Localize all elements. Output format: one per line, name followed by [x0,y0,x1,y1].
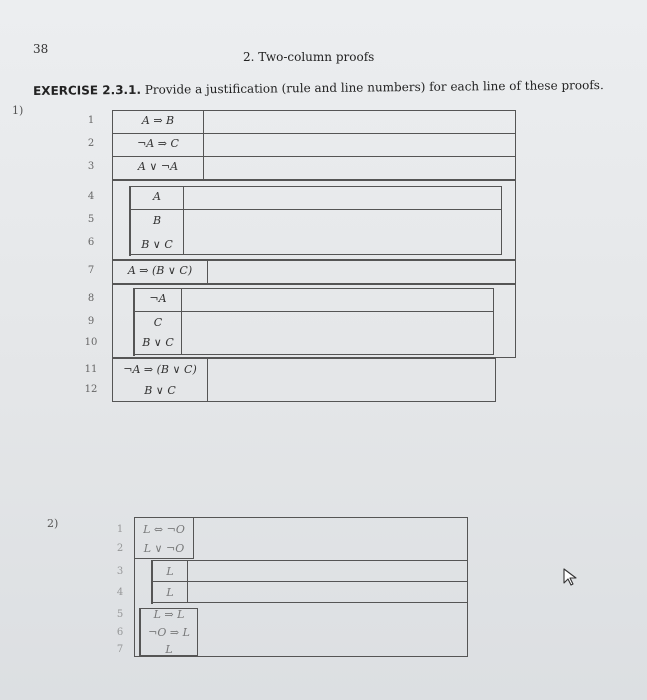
proof-label: 1) [12,104,24,117]
formula: L [166,565,174,578]
line-number: 2 [116,543,124,554]
line-number: 11 [84,364,98,375]
line-number: 6 [116,627,124,638]
formula: A ⇒ B [141,114,175,127]
assumption-row [130,186,502,210]
formula: B [152,214,162,227]
line-number: 7 [87,265,95,276]
formula: ¬O ⇒ L [148,626,190,639]
formula: L ⇒ L [153,608,185,621]
line-number: 9 [87,316,95,327]
scope-bar [129,186,131,256]
formula: A ⇒ (B ∨ C) [127,264,193,277]
mouse-pointer-icon [562,568,578,586]
assumption-row [134,288,494,312]
page-number: 38 [33,42,49,56]
exercise-label: EXERCISE 2.3.1. [33,82,142,98]
formula: L [165,643,173,656]
proof-label: 2) [47,517,59,530]
subproof-body [134,311,494,355]
formula: B ∨ C [141,238,173,251]
formula: ¬A ⇒ C [137,137,179,150]
formula: A [153,190,161,203]
formula: L ∨ ¬O [143,542,185,555]
formula: B ∨ C [142,336,174,349]
formula: L [166,586,174,599]
subproof-body [130,209,502,255]
formula: C [153,316,163,329]
formula: L ⇔ ¬O [143,523,185,536]
line-number: 2 [87,138,95,149]
line-number: 10 [84,337,98,348]
line-number: 7 [116,644,124,655]
line-number: 5 [87,214,95,225]
formula: ¬A [149,292,167,305]
line-number: 6 [87,237,95,248]
line-number: 4 [116,587,124,598]
line-number: 1 [87,115,95,126]
line-number: 5 [116,609,124,620]
exercise-heading [33,78,604,98]
line-number: 1 [116,524,124,535]
subproof-body [152,581,468,603]
exercise-instructions: Provide a justification (rule and line numbers) for each line of these proofs. [144,78,604,97]
assumption-row [152,560,468,582]
line-number: 3 [87,161,95,172]
formula: ¬A ⇒ (B ∨ C) [123,363,197,376]
line-number: 3 [116,566,124,577]
formula: B ∨ C [144,384,176,397]
line-number: 8 [87,293,95,304]
scope-bar [151,560,153,604]
running-head: 2. Two-column proofs [243,50,375,64]
formula: A ∨ ¬A [137,160,179,173]
scope-bar [139,608,141,656]
line-number: 4 [87,191,95,202]
line-number: 12 [84,384,98,395]
scope-bar [133,288,135,356]
